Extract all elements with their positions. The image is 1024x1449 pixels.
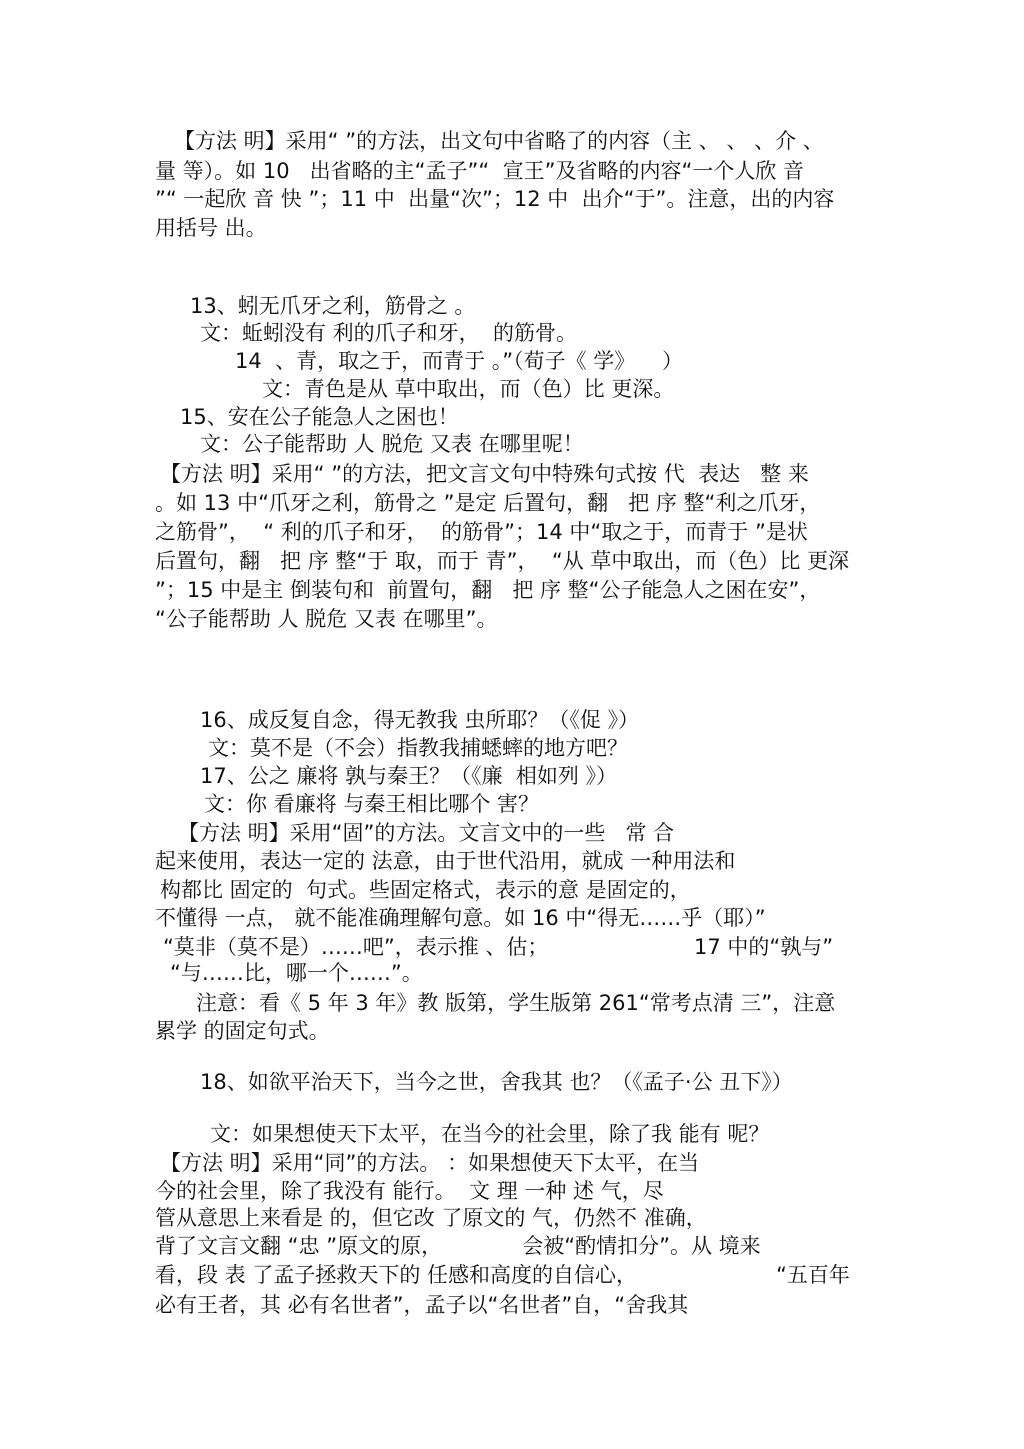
text-line: 起来使用，表达一定的 法意，由于世代沿用，就成 一种用法和 bbox=[155, 849, 736, 873]
text-line: 文：青色是从 草中取出，而（色）比 更深。 bbox=[262, 377, 675, 401]
text-line: 之筋骨”， “ 利的爪子和牙， 的筋骨”；14 中“取之于，而青于 ”是状 bbox=[155, 520, 808, 544]
text-line: “莫非（莫不是）……吧”，表示推 、估； bbox=[163, 935, 549, 959]
text-line: 【方法 明】采用“ ”的方法，把文言文句中特殊句式按 代 表达 整 来 bbox=[160, 462, 809, 486]
text-line: “公子能帮助 人 脱危 又表 在哪里”。 bbox=[155, 607, 498, 631]
text-line: ”；15 中是主 倒装句和 前置句，翻 把 序 整“公子能急人之困在安”， bbox=[155, 578, 821, 602]
text-line: 今的社会里，除了我没有 能行。 文 理 一种 述 气，尽 bbox=[155, 1179, 664, 1203]
text-line: 累学 的固定句式。 bbox=[155, 1019, 330, 1043]
text-line: 13、蚓无爪牙之利，筋骨之 。 bbox=[190, 294, 476, 318]
text-line: 文：公子能帮助 人 脱危 又表 在哪里呢！ bbox=[200, 432, 584, 456]
text-line: 文：如果想使天下太平，在当今的社会里，除了我 能有 呢？ bbox=[210, 1122, 770, 1146]
text-line: “五百年 bbox=[776, 1263, 850, 1287]
text-line: 文：你 看廉将 与秦王相比哪个 害？ bbox=[204, 792, 540, 816]
text-line: 【方法 明】采用“同”的方法。 ：如果想使天下太平，在当 bbox=[160, 1151, 700, 1175]
text-line: 文：蚯蚓没有 利的爪子和牙， 的筋骨。 bbox=[200, 321, 578, 345]
text-line: ”“ 一起欣 音 快 ”；11 中 出量“次”；12 中 出介“于”。注意，出的内容 bbox=[155, 187, 835, 211]
text-line: 注意：看《 5 年 3 年》教 版第，学生版第 261“常考点清 三”，注意 bbox=[196, 991, 836, 1015]
text-line: 【方法 明】采用“固”的方法。文言文中的一些 常 合 bbox=[178, 821, 675, 845]
text-line: 14 、青，取之于，而青于 。”（荀子《 学》 ） bbox=[235, 349, 684, 373]
text-line: 不懂得 一点， 就不能准确理解句意。如 16 中“得无……乎（耶）” bbox=[155, 906, 766, 930]
text-line: 构都比 固定的 句式。些固定格式，表示的意 是固定的， bbox=[160, 878, 691, 902]
text-line: 后置句，翻 把 序 整“于 取，而于 青”， “从 草中取出，而（色）比 更深 bbox=[155, 549, 850, 573]
text-line: 必有王者，其 必有名世者”，孟子以“名世者”自，“舍我其 bbox=[155, 1293, 689, 1317]
text-line: 用括号 出。 bbox=[155, 216, 267, 240]
text-line: 看，段 表 了孟子拯救天下的 任感和高度的自信心， bbox=[155, 1263, 638, 1287]
text-line: 【方法 明】采用“ ”的方法，出文句中省略了的内容（主 、 、 、介 、 bbox=[174, 129, 824, 153]
text-line: 管从意思上来看是 的，但它改 了原文的 气，仍然不 准确， bbox=[155, 1206, 707, 1230]
text-line: 。如 13 中“爪牙之利，筋骨之 ”是定 后置句，翻 把 序 整“利之爪牙， bbox=[155, 491, 821, 515]
text-line: 16、成反复自念，得无教我 虫所耶？（《促 》） bbox=[200, 708, 640, 732]
text-line: “与……比，哪一个……”。 bbox=[170, 961, 423, 985]
text-line: 背了文言文翻 “忠 ”原文的原， 会被“酌情扣分”。从 境来 bbox=[155, 1234, 761, 1258]
text-line: 文：莫不是（不会）指教我捕蟋蟀的地方吧？ bbox=[208, 736, 628, 760]
text-line: 量 等）。如 10 出省略的主“孟子”“ 宣王”及省略的内容“一个人欣 音 bbox=[155, 159, 805, 183]
text-line: 17 中的“孰与” bbox=[694, 935, 834, 959]
text-line: 17、公之 廉将 孰与秦王？（《廉 相如列 》） bbox=[200, 764, 618, 788]
text-line: 18、如欲平治天下，当今之世，舍我其 也？（《孟子·公 丑下》） bbox=[200, 1070, 793, 1094]
text-line: 15、安在公子能急人之困也！ bbox=[180, 405, 459, 429]
